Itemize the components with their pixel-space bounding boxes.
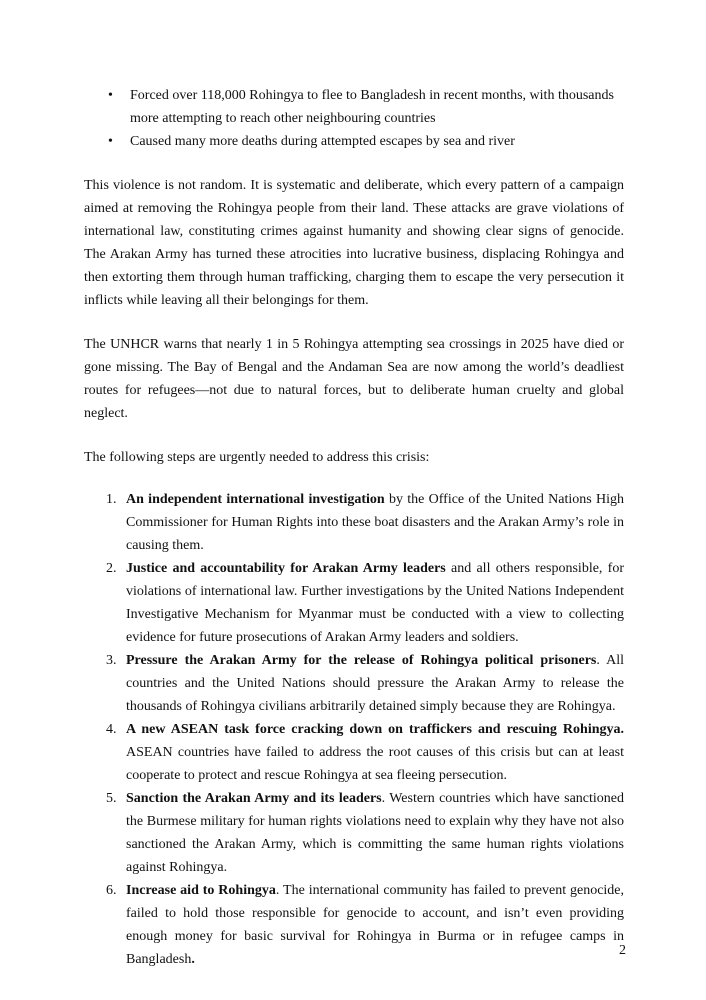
- step-text: . Western countries which have sanctioned the Burmese military for human rights violations need to explain why they have not also sanctioned the Arakan Army, which is committing the same human rights violations against Rohingya.: [126, 791, 624, 875]
- bullet-dot-icon: •: [108, 134, 113, 149]
- bullet-list: [84, 84, 624, 153]
- paragraph-violence: This violence is not random. It is systematic and deliberate, which every pattern of a campaign aimed at removing the Rohingya people from their land. These attacks are grave violations of international law, constituting crimes against humanity and showing clear signs of genocide. The Arakan Army has turned these atrocities into lucrative business, displacing Rohingya and then extorting them through human trafficking, charging them to escape the very persecution it inflicts while leaving all their belongings for them.: [84, 178, 624, 308]
- paragraph-unhcr: The UNHCR warns that nearly 1 in 5 Rohingya attempting sea crossings in 2025 have died or gone missing. The Bay of Bengal and the Andaman Sea are now among the world’s deadliest routes for refugees—not due to natural forces, but to deliberate human cruelty and global neglect.: [84, 337, 624, 421]
- steps-list: [84, 488, 624, 971]
- step-number: 6.: [106, 883, 117, 898]
- step-heading: A new ASEAN task force cracking down on traffickers and rescuing Rohingya.: [126, 722, 624, 737]
- step-item: [84, 879, 624, 971]
- step-item: [84, 557, 624, 649]
- step-number: 1.: [106, 492, 117, 507]
- step-number: 2.: [106, 561, 117, 576]
- step-heading: Justice and accountability for Arakan Army leaders: [126, 561, 446, 576]
- step-text: by the Office of the United Nations High Commissioner for Human Rights into these boat disasters and the Arakan Army’s role in causing them.: [126, 492, 624, 553]
- step-end-period: .: [191, 952, 195, 967]
- page-number: 2: [619, 943, 626, 958]
- step-number: 4.: [106, 722, 117, 737]
- bullet-text: Caused many more deaths during attempted escapes by sea and river: [130, 134, 515, 149]
- step-heading: An independent international investigation: [126, 492, 385, 507]
- step-text: . All countries and the United Nations should pressure the Arakan Army to release the thousands of Rohingya civilians arbitrarily detained simply because they are Rohingya.: [126, 653, 625, 714]
- step-number: 5.: [106, 791, 117, 806]
- step-heading: Sanction the Arakan Army and its leaders: [126, 791, 382, 806]
- step-heading: Pressure the Arakan Army for the release of Rohingya political prisoners: [126, 653, 597, 668]
- bullet-dot-icon: •: [108, 88, 113, 103]
- step-text: ASEAN countries have failed to address the root causes of this crisis but can at least cooperate to protect and rescue Rohingya at sea fleeing persecution.: [126, 745, 624, 783]
- step-item: [84, 488, 624, 557]
- document-page: [84, 84, 624, 971]
- step-item: [84, 718, 624, 787]
- step-heading: Increase aid to Rohingya: [126, 883, 276, 898]
- step-text: and all others responsible, for violations of international law. Further investigations by the United Nations Independent Investigative Mechanism for Myanmar must be conducted with a view to collecting evidence for future prosecutions of Arakan Army leaders and soldiers.: [126, 561, 624, 645]
- step-text: . The international community has failed to prevent genocide, failed to hold those responsible for genocide to account, and isn’t even providing enough money for basic survival for Rohingya in Burma or in refugee camps in Bangladesh: [126, 883, 625, 967]
- step-number: 3.: [106, 653, 117, 668]
- step-item: [84, 787, 624, 879]
- step-item: [84, 649, 624, 718]
- bullet-text: Forced over 118,000 Rohingya to flee to Bangladesh in recent months, with thousands more attempting to reach other neighbouring countries: [130, 88, 614, 126]
- bullet-item: [84, 84, 624, 130]
- steps-intro: The following steps are urgently needed to address this crisis:: [84, 450, 430, 465]
- bullet-item: [84, 130, 624, 153]
